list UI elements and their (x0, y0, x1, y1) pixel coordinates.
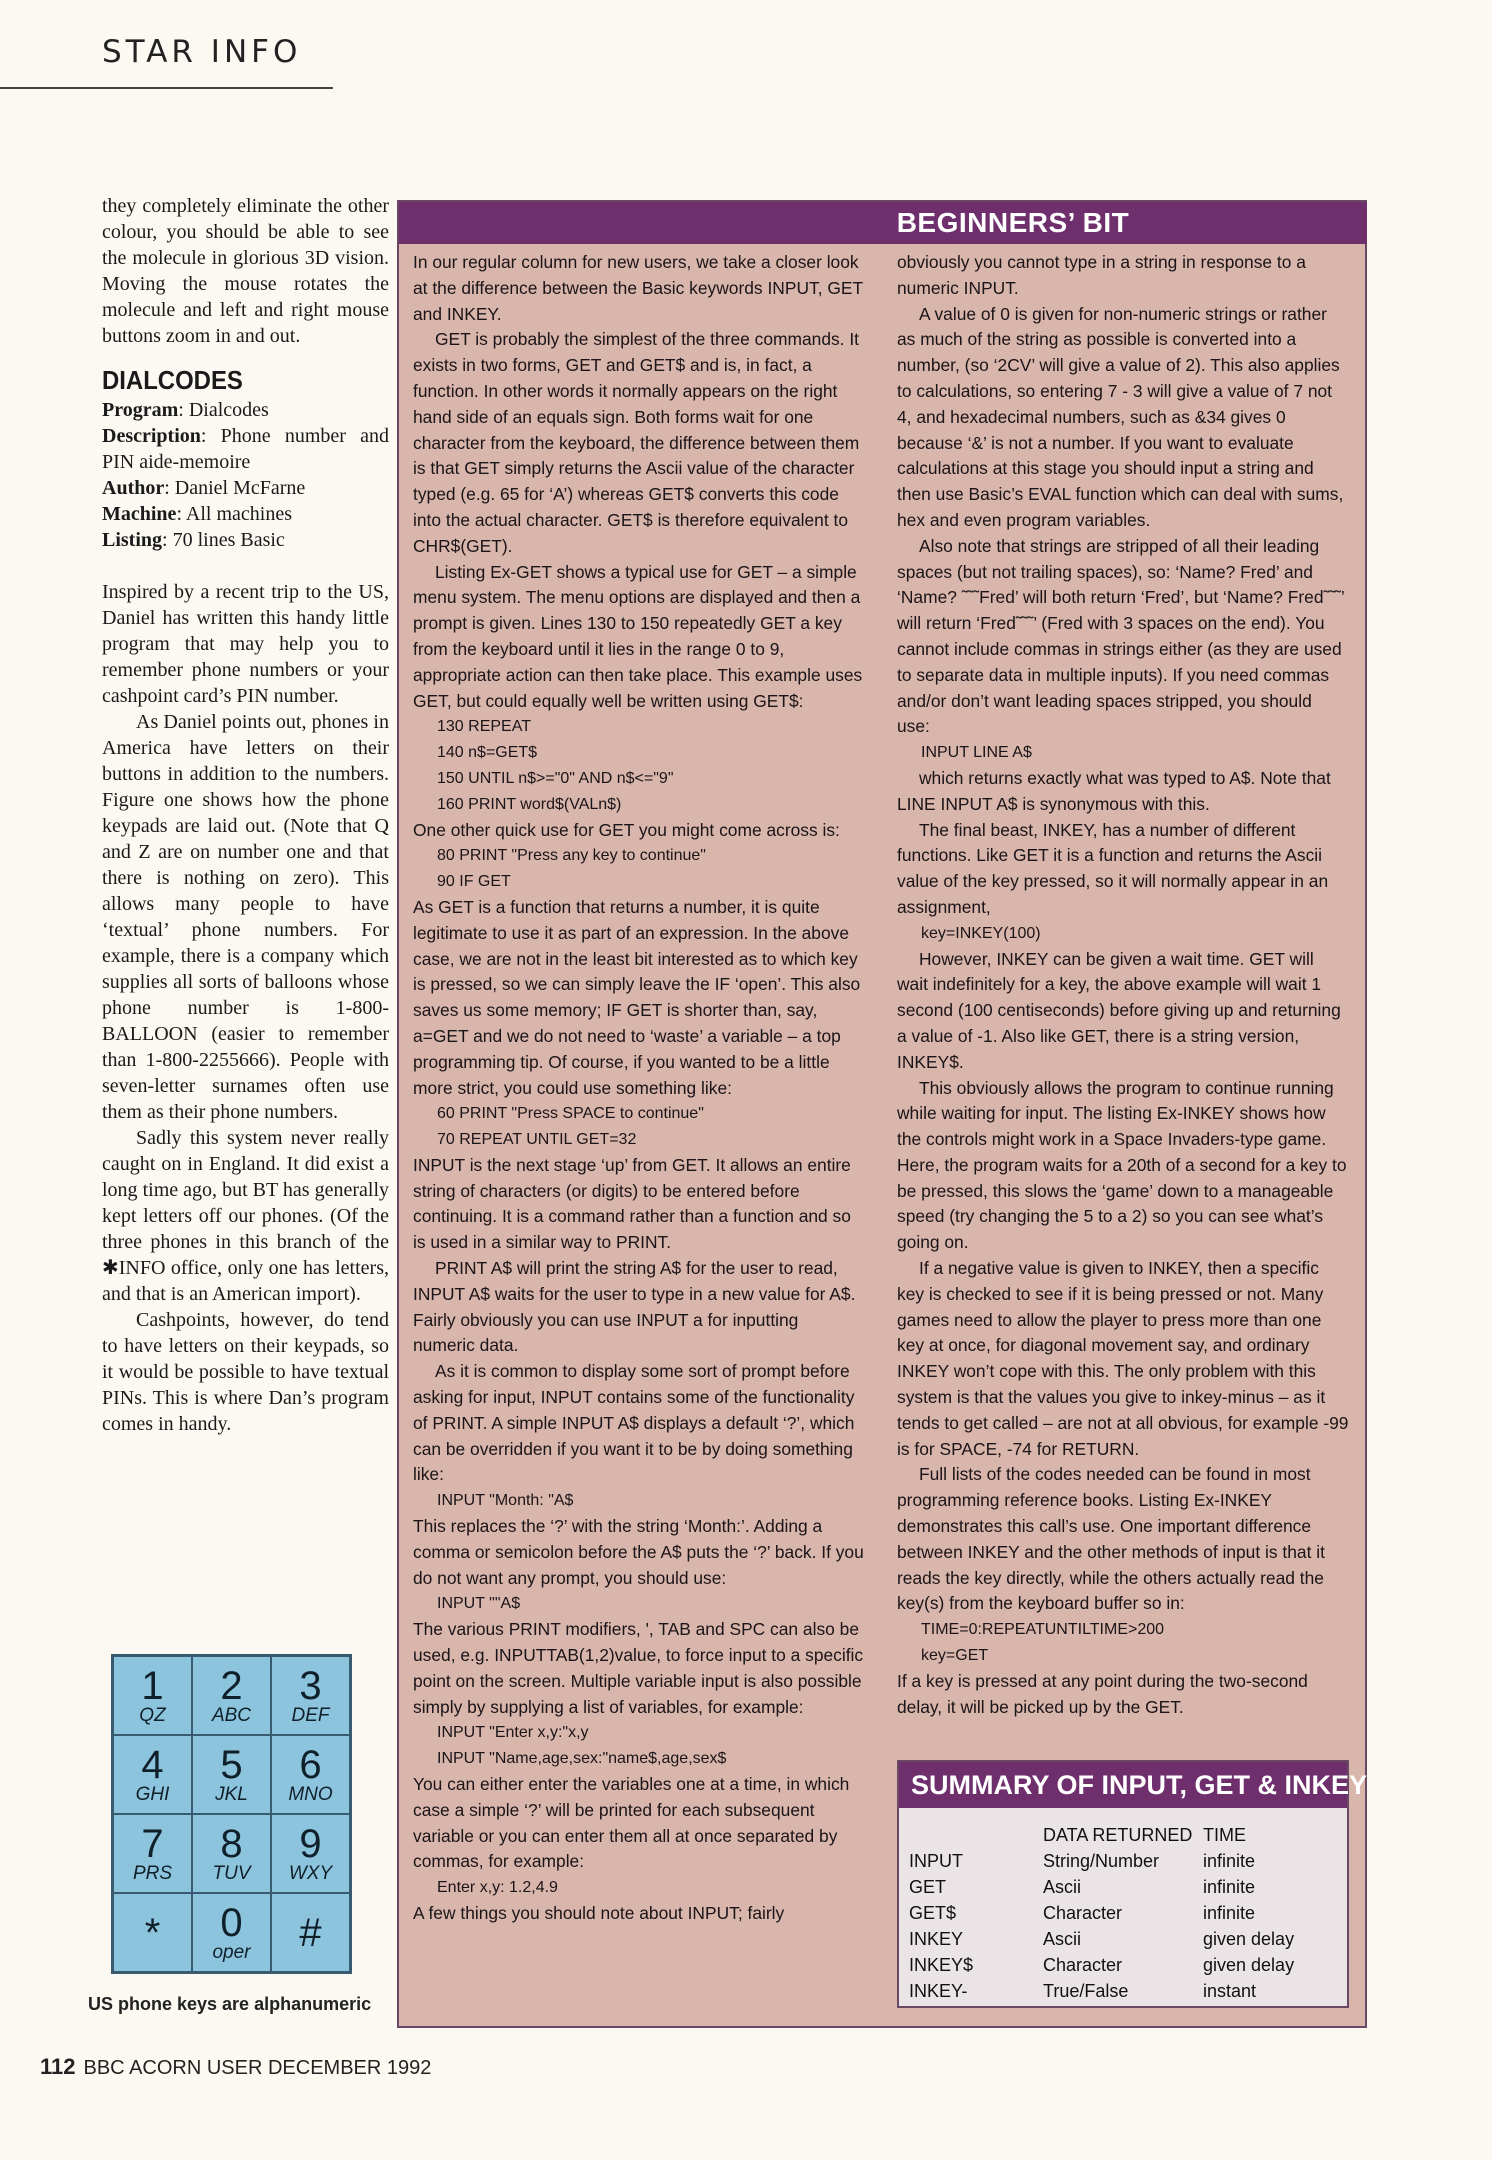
code-line: Enter x,y: 1.2,4.9 (437, 1879, 558, 1897)
box-paragraph: If a key is pressed at any point during the two-second delay, it will be picked up by the GET. (897, 1670, 1308, 1717)
meta-description: Description: Phone number and PIN aide-memoire (102, 425, 389, 473)
keypad-caption: US phone keys are alphanumeric (88, 1994, 372, 2014)
key-7: 7 PRS (113, 1814, 192, 1893)
box-title: BEGINNERS’ BIT (399, 202, 1367, 244)
key-4: 4 GHI (113, 1735, 192, 1814)
code-line: 140 n$=GET$ (437, 744, 538, 762)
box-paragraph: In our regular column for new users, we take a closer look at the difference between the Basic keywords INPUT, GET and INKEY. (413, 252, 863, 324)
code-line: 80 PRINT "Press any key to continue" (437, 847, 706, 865)
key-star: * (113, 1893, 192, 1972)
box-paragraph: Also note that strings are stripped of all their leading spaces (but not trailing spaces), so: ‘Name? Fred’ and ‘Name? ˜˜˜Fred’ will both return ‘Fred’, but ‘Name? Fred˜˜˜’ will return ‘Fred˜˜˜’ (Fred with 3 spaces on the end). You cannot include commas in strings either (as they are used to separate data in multiple inputs). If you need commas and/or don’t want leading spaces stripped, you should use: (897, 535, 1345, 737)
summary-cell: instant (1203, 1980, 1257, 2001)
box-paragraph: However, INKEY can be given a wait time. GET will wait indefinitely for a key, the above example will wait 1 second (100 centiseconds) before giving up and returning a value of -1. Also like GET, there is a string version, INKEY$. (897, 948, 1341, 1072)
code-line: INPUT ""A$ (437, 1595, 521, 1613)
summary-cell: Ascii (1043, 1928, 1082, 1949)
key-5: 5 JKL (192, 1735, 271, 1814)
body-paragraph: As Daniel points out, phones in America have letters on their buttons in addition to the numbers. Figure one shows how the phone keypads are laid out. (Note that Q and Z are on number one and that there is nothing on zero). This allows many people to have ‘textual’ phone numbers. For example, there is a company which supplies all sorts of balloons whose phone number is 1-800-BALLOON (easier to remember than 1-800-2255666). People with seven-letter surnames often use them as their phone numbers. (102, 711, 389, 1123)
box-paragraph: which returns exactly what was typed to A$. Note that LINE INPUT A$ is synonymous with this. (897, 767, 1331, 814)
summary-cell: INKEY (909, 1928, 964, 1949)
meta-machine: Machine: All machines (102, 503, 292, 525)
section-header: STAR INFO (102, 34, 302, 70)
box-paragraph: GET is probably the simplest of the three commands. It exists in two forms, GET and GET$ and is, in fact, a function. In other words it normally appears on the right hand side of an equals sign. Both forms wait for one character from the keyboard, the difference between them is that GET simply returns the Ascii value of the character typed (e.g. 65 for ‘A’) whereas GET$ converts this code into the actual character. GET$ is therefore equivalent to CHR$(GET). (413, 329, 860, 556)
body-paragraph: Sadly this system never really caught on in England. It did exist a long time ago, but BT has generally kept letters off our phones. (Of the three phones in this branch of the ✱INFO office, only one has letters, and that is an American import). (102, 1127, 389, 1305)
header-rule (0, 87, 333, 89)
dialcodes-heading: DIALCODES (102, 365, 243, 395)
code-line: INPUT "Enter x,y:"x,y (437, 1724, 589, 1742)
box-paragraph: INPUT is the next stage ‘up’ from GET. It allows an entire string of characters (or digits) to be entered before continuing. It is a command rather than a function and so is used in a similar way to PRINT. (413, 1154, 851, 1253)
left-column (102, 193, 389, 1437)
meta-program: Program: Dialcodes (102, 399, 269, 421)
summary-row (909, 1848, 1333, 1874)
summary-cell: infinite (1203, 1902, 1256, 1923)
key-hash: # (271, 1893, 350, 1972)
box-paragraph: A value of 0 is given for non-numeric strings or rather as much of the string as possible is converted into a number, (so ‘2CV’ will give a value of 2). This also applies to calculations, so entering 7 - 3 will give a value of 7 not 4, and hexadecimal numbers, such as &34 gives 0 because ‘&’ is not a number. If you want to evaluate calculations at this stage you should input a string and then use Basic’s EVAL function which can deal with sums, hex and even program variables. (897, 303, 1344, 530)
code-line: 160 PRINT word$(VALn$) (437, 795, 622, 813)
key-8: 8 TUV (192, 1814, 271, 1893)
code-line: INPUT "Month: "A$ (437, 1492, 574, 1510)
box-paragraph: obviously you cannot type in a string in response to a numeric INPUT. (897, 252, 1306, 298)
summary-row (909, 1952, 1333, 1978)
summary-cell: given delay (1203, 1954, 1295, 1975)
code-line: TIME=0:REPEATUNTILTIME>200 (921, 1621, 1165, 1639)
code-line: 90 IF GET (437, 873, 511, 891)
box-paragraph: The various PRINT modifiers, ', TAB and SPC can also be used, e.g. INPUTTAB(1,2)value, to force input to a specific point on the screen. Multiple variable input is also possible simply by supplying a list of variables, for example: (413, 1619, 864, 1717)
box-paragraph: The final beast, INKEY, has a number of different functions. Like GET it is a function and returns the Ascii value of the key pressed, so it will normally appear in an assignment, (897, 819, 1329, 917)
box-column-1 (413, 250, 865, 1927)
phone-keypad (111, 1654, 352, 1974)
summary-cell: given delay (1203, 1928, 1295, 1949)
code-line: INPUT "Name,age,sex:"name$,age,sex$ (437, 1750, 727, 1768)
summary-cell: infinite (1203, 1850, 1256, 1871)
box-paragraph: You can either enter the variables one at a time, in which case a simple ‘?’ will be printed for each subsequent variable or you can enter them all at once separated by commas, for example: (413, 1774, 850, 1872)
box-paragraph: As it is common to display some sort of prompt before asking for input, INPUT contains some of the functionality of PRINT. A simple INPUT A$ displays a default ‘?’, which can be overridden if you want it to be by doing something like: (413, 1361, 855, 1485)
box-paragraph: If a negative value is given to INKEY, then a specific key is checked to see if it is being pressed or not. Many games need to allow the player to press more than one key at once, for diagonal movement say, and ordinary INKEY won’t cope with this. The only problem with this system is that the values you give to inkey-minus – as it tends to get called – are not at all obvious, for example -99 is for SPACE, -74 for RETURN. (897, 1258, 1349, 1459)
summary-row (909, 1874, 1333, 1900)
code-line: 60 PRINT "Press SPACE to continue" (437, 1105, 704, 1123)
intro-paragraph: they completely eliminate the other colour, you should be able to see the molecule in glorious 3D vision. Moving the mouse rotates the molecule and left and right mouse buttons zoom in and out. (102, 195, 389, 347)
page-footer (40, 2054, 431, 2080)
summary-cell: infinite (1203, 1876, 1256, 1897)
summary-header-row: DATA RETURNED TIME (1043, 1824, 1246, 1845)
summary-row (909, 1978, 1333, 2004)
summary-cell: INKEY$ (909, 1954, 974, 1975)
page-number: 112 (40, 2054, 76, 2079)
summary-cell: String/Number (1043, 1850, 1160, 1871)
summary-table (909, 1822, 1333, 2004)
publication-name: BBC ACORN USER DECEMBER 1992 (83, 2057, 432, 2079)
summary-title: SUMMARY OF INPUT, GET & INKEY (899, 1762, 1347, 1808)
body-paragraph: Cashpoints, however, do tend to have letters on their keypads, so it would be possible to have textual PINs. This is where Dan’s program comes in handy. (102, 1309, 389, 1435)
code-line: 130 REPEAT (437, 718, 531, 736)
box-paragraph: A few things you should note about INPUT; fairly (413, 1903, 785, 1923)
box-paragraph: Full lists of the codes needed can be found in most programming reference books. Listing Ex-INKEY demonstrates this call’s use. One important difference between INKEY and the other methods of input is that it reads the key directly, while the others actually read the key(s) from the keyboard buffer so in: (897, 1464, 1325, 1614)
program-meta (102, 397, 389, 553)
code-line: 70 REPEAT UNTIL GET=32 (437, 1131, 637, 1149)
summary-cell: True/False (1043, 1980, 1129, 2001)
box-paragraph: As GET is a function that returns a number, it is quite legitimate to use it as part of an expression. In the above case, we are not in the least bit interested as to which key is pressed, so we can simply leave the IF ‘open’. This also saves us some memory; IF GET is shorter than, say, a=GET and we do not need to ‘waste’ a variable – a top programming tip. Of course, if you wanted to be a little more strict, you could use something like: (413, 896, 861, 1098)
box-paragraph: This replaces the ‘?’ with the string ‘Month:’. Adding a comma or semicolon before the A$ puts the ‘?’ back. If you do not want any prompt, you should use: (413, 1516, 864, 1588)
body-paragraph: Inspired by a recent trip to the US, Daniel has written this handy little program that may help you to remember phone numbers or your cashpoint card’s PIN number. (102, 581, 389, 707)
summary-table-box (897, 1760, 1368, 2008)
summary-cell: Character (1043, 1902, 1123, 1923)
summary-cell: INKEY- (909, 1980, 968, 2001)
summary-row (909, 1900, 1333, 1926)
meta-author: Author: Daniel McFarne (102, 477, 306, 499)
key-3: 3 DEF (271, 1656, 350, 1735)
code-line: key=INKEY(100) (921, 924, 1041, 942)
code-line: INPUT LINE A$ (921, 744, 1032, 762)
summary-cell: INPUT (909, 1850, 963, 1871)
box-paragraph: PRINT A$ will print the string A$ for the user to read, INPUT A$ waits for the user to type in a new value for A$. Fairly obviously you can use INPUT a for inputting numeric data. (413, 1258, 856, 1356)
box-column-2 (897, 250, 1349, 1720)
beginners-bit-box (397, 200, 1367, 2028)
code-line: 150 UNTIL n$>="0" AND n$<="9" (437, 769, 674, 787)
meta-listing: Listing: 70 lines Basic (102, 529, 285, 551)
key-9: 9 WXY (271, 1814, 350, 1893)
summary-cell: GET$ (909, 1902, 957, 1923)
box-paragraph: One other quick use for GET you might come across is: (413, 819, 840, 840)
key-0: 0 oper (192, 1893, 271, 1972)
box-paragraph: Listing Ex-GET shows a typical use for GET – a simple menu system. The menu options are displayed and then a prompt is given. Lines 130 to 150 repeatedly GET a key from the keyboard until it lies in the range 0 to 9, appropriate action can then take place. This example uses GET, but could equally well be written using GET$: (413, 561, 863, 711)
key-2: 2 ABC (192, 1656, 271, 1735)
summary-row (909, 1926, 1333, 1952)
code-line: key=GET (921, 1647, 989, 1665)
key-6: 6 MNO (271, 1735, 350, 1814)
box-paragraph: This obviously allows the program to continue running while waiting for input. The listing Ex-INKEY shows how the controls might work in a Space Invaders-type game. Here, the program waits for a 20th of a second for a key to be pressed, this slows the ‘game’ down to a manageable speed (try changing the 5 to a 2) so you can see what’s going on. (897, 1077, 1347, 1253)
summary-cell: GET (909, 1876, 947, 1897)
key-1: 1 QZ (113, 1656, 192, 1735)
summary-cell: Ascii (1043, 1876, 1082, 1897)
summary-cell: Character (1043, 1954, 1123, 1975)
